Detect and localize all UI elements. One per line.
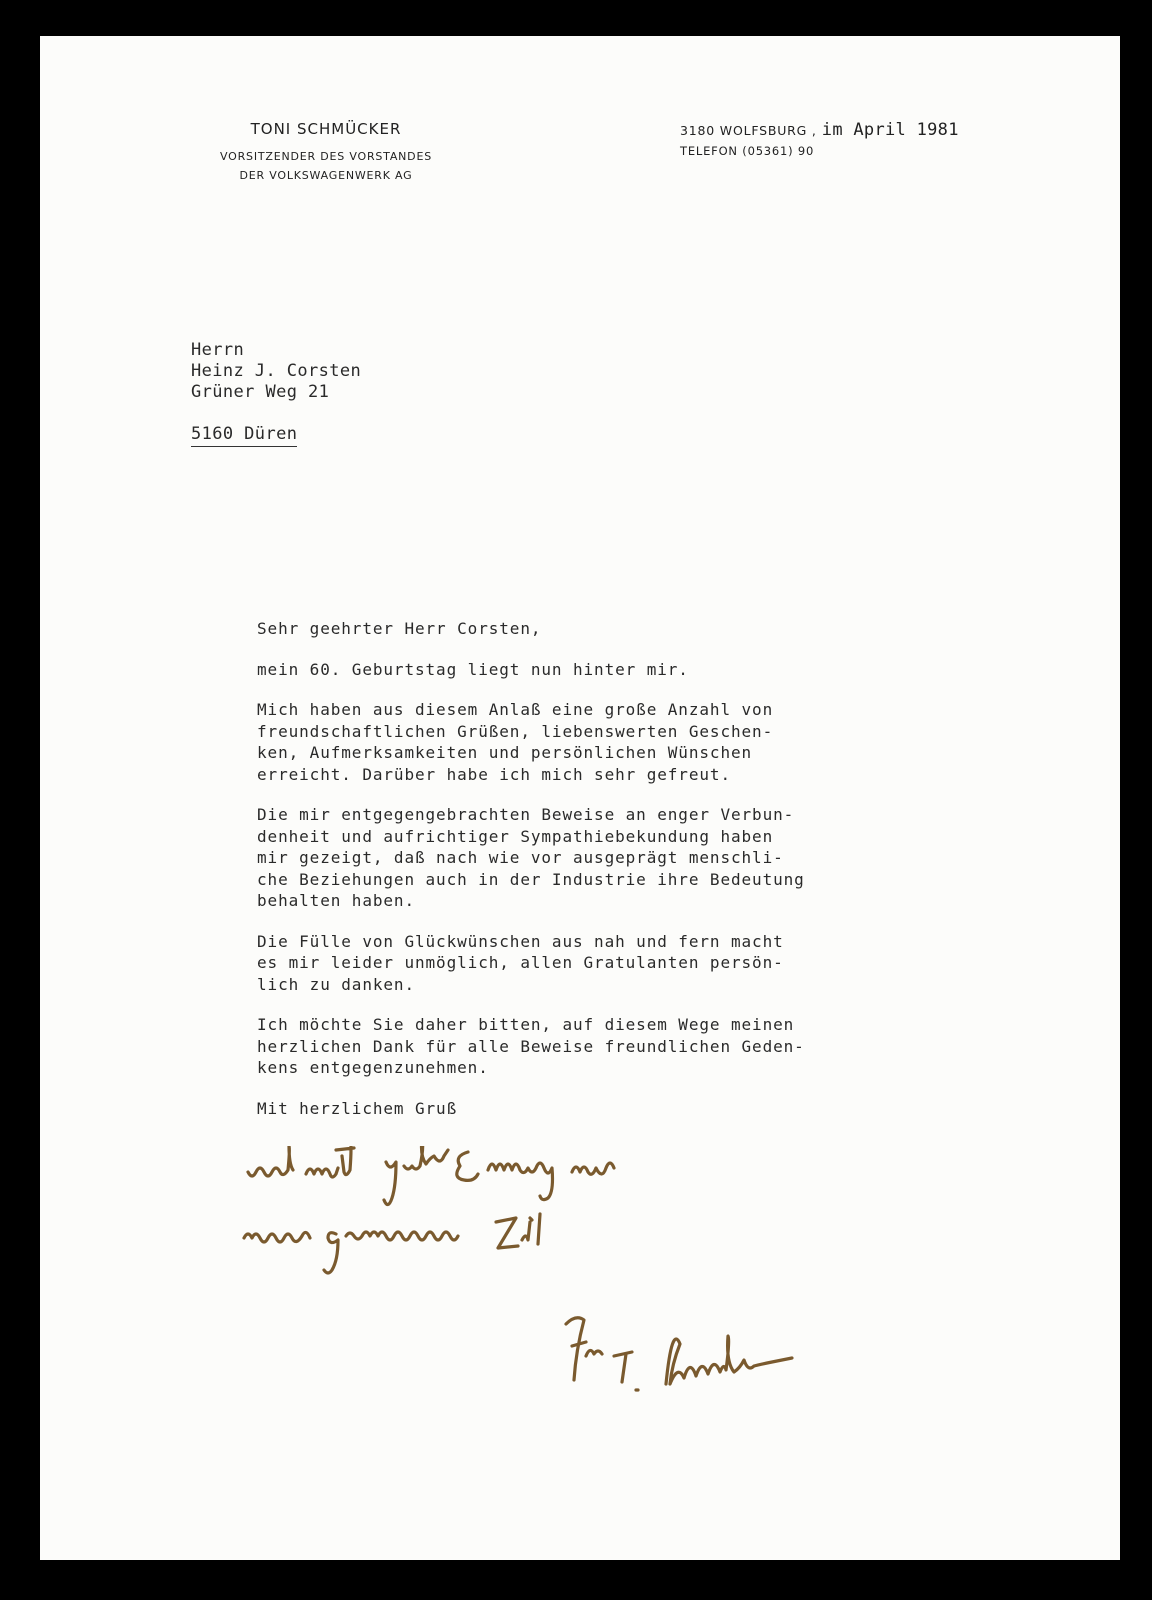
recipient-name: Heinz J. Corsten bbox=[191, 361, 362, 381]
letter-closing: Mit herzlichem Gruß bbox=[257, 1098, 458, 1118]
letter-paragraph: Die mir entgegengebrachten Beweise an enger Verbun- denheit und aufrichtiger Sympathiebekundung haben mir gezeigt, daß nach wie vor ausgeprägt menschli- che Beziehungen auch in der Industrie ihre Bedeutung behalten haben. bbox=[257, 805, 805, 910]
signature-surname bbox=[666, 1336, 792, 1384]
signature-ihr bbox=[566, 1318, 602, 1380]
letter-date: im April 1981 bbox=[821, 120, 959, 140]
letter-sheet bbox=[40, 36, 1120, 1560]
sender-name: TONI SCHMÜCKER bbox=[250, 120, 402, 138]
recipient-street: Grüner Weg 21 bbox=[191, 382, 330, 402]
handwritten-note-line1 bbox=[248, 1146, 354, 1177]
letter-paragraph: mein 60. Geburtstag liegt nun hinter mir. bbox=[257, 659, 689, 679]
letter-body bbox=[257, 618, 957, 1138]
letterhead-place-date bbox=[680, 120, 1120, 158]
sender-role-line1: VORSITZENDER DES VORSTANDES bbox=[220, 150, 432, 163]
recipient-salutation: Herrn bbox=[191, 340, 245, 360]
handwritten-note-line2 bbox=[244, 1232, 310, 1242]
handwriting-drawing bbox=[236, 1146, 996, 1446]
handwritten-note-and-signature bbox=[236, 1146, 996, 1451]
signature-initial bbox=[614, 1352, 638, 1390]
letter-greeting: Sehr geehrter Herr Corsten, bbox=[257, 619, 542, 638]
letter-paragraph: Die Fülle von Glückwünschen aus nah und fern macht es mir leider unmöglich, allen Gratulanten persön- lich zu danken. bbox=[257, 931, 784, 994]
letter-paragraph: Mich haben aus diesem Anlaß eine große Anzahl von freundschaftlichen Grüßen, liebenswerten Geschen- ken, Aufmerksamkeiten und persönlichen Wünschen erreicht. Darüber habe ich mich sehr gefreut. bbox=[257, 700, 774, 784]
recipient-address bbox=[191, 340, 361, 447]
sender-phone: TELEFON (05361) 90 bbox=[680, 144, 815, 158]
sender-role-line2: DER VOLKSWAGENWERK AG bbox=[239, 169, 413, 182]
letterhead-sender bbox=[161, 120, 491, 185]
sender-city: 3180 WOLFSBURG , bbox=[680, 123, 817, 138]
letter-paragraph: Ich möchte Sie daher bitten, auf diesem Wege meinen herzlichen Dank für alle Beweise freundlichen Geden- kens entgegenzunehmen. bbox=[257, 1015, 805, 1077]
recipient-city: 5160 Düren bbox=[191, 424, 297, 447]
